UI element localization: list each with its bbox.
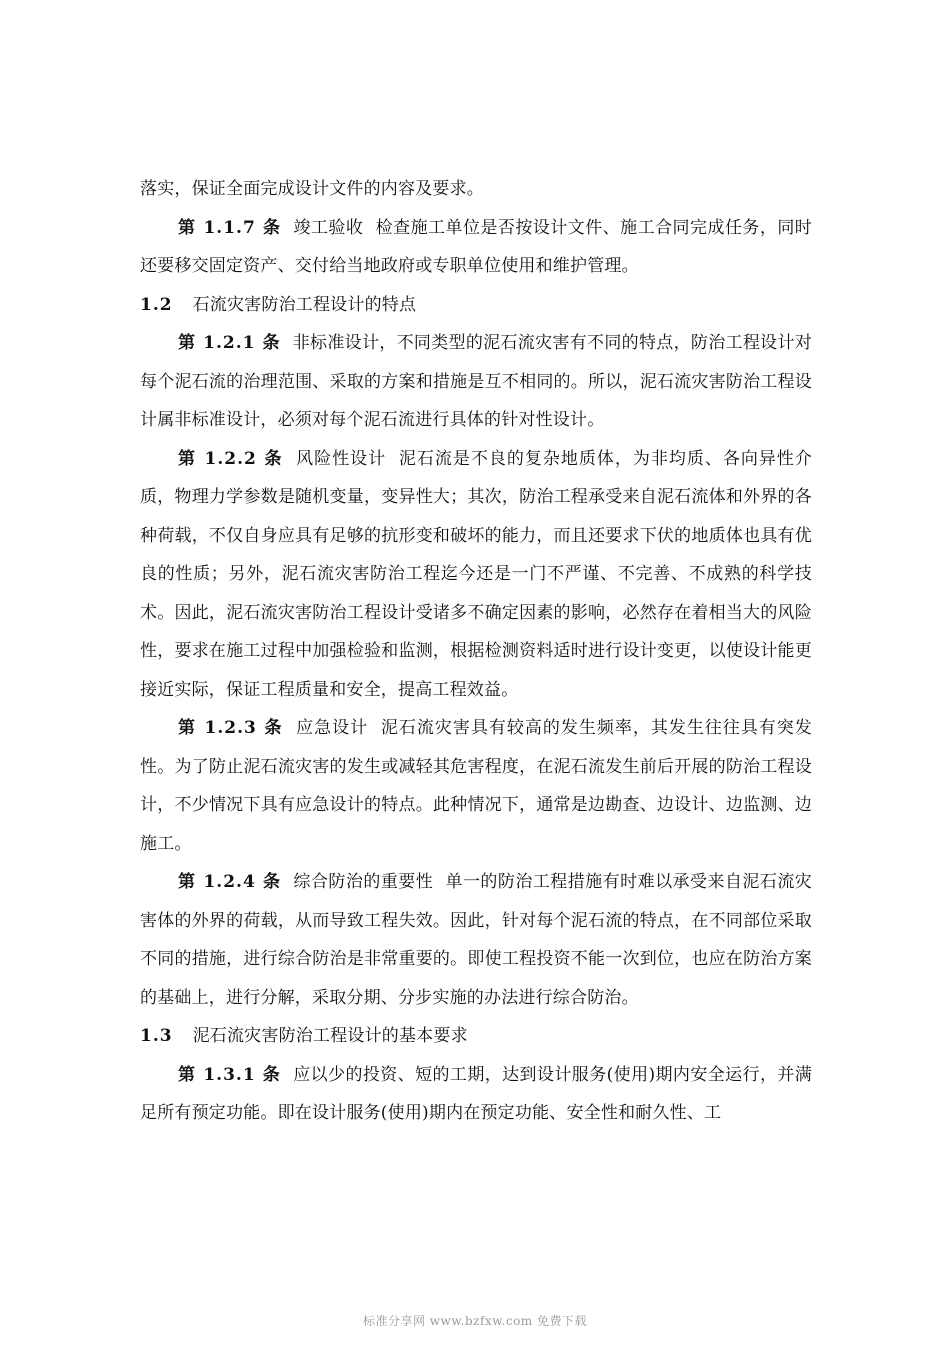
continuation-paragraph <box>140 170 812 209</box>
clause-text: 不同类型的泥石流灾害有不同的特点，防治工程设计对每个泥石流的治理范围、采取的方案和措施是互不相同的。所以，泥石流灾害防治工程设计属非标准设计，必须对每个泥石流进行具体的针对性设计。 <box>140 333 812 430</box>
section-title: 泥石流灾害防治工程设计的基本要求 <box>192 1026 468 1046</box>
document-body <box>140 170 812 1133</box>
clause-text: 单一的防治工程措施有时难以承受来自泥石流灾害体的外界的荷载，从而导致工程失效。因此，针对每个泥石流的特点，在不同部位采取不同的措施，进行综合防治是非常重要的。即使工程投资不能一次到位，也应在防治方案的基础上，进行分解，采取分期、分步实施的办法进行综合防治。 <box>140 872 813 1008</box>
clause-1-3-1 <box>140 1056 812 1133</box>
clause-text: 泥石流灾害具有较高的发生频率，其发生往往具有突发性。为了防止泥石流灾害的发生或减轻其危害程度，在泥石流发生前后开展的防治工程设计，不少情况下具有应急设计的特点。此种情况下，通常是边勘查、边设计、边监测、边施工。 <box>140 718 812 854</box>
clause-number: 第 1.1.7 条 <box>178 217 282 238</box>
clause-number: 第 1.2.2 条 <box>178 448 284 469</box>
clause-text: 泥石流是不良的复杂地质体，为非均质、各向异性介质，物理力学参数是随机变量，变异性大；其次，防治工程承受来自泥石流体和外界的各种荷载，不仅自身应具有足够的抗形变和破坏的能力，而且还要求下伏的地质体也具有优良的性质；另外，泥石流灾害防治工程迄今还是一门不严谨、不完善、不成熟的科学技术。因此，泥石流灾害防治工程设计受诸多不确定因素的影响，必然存在着相当大的风险性，要求在施工过程中加强检验和监测，根据检测资料适时进行设计变更，以使设计能更接近实际，保证工程质量和安全，提高工程效益。 <box>140 448 812 700</box>
section-heading-1-2 <box>140 286 812 325</box>
clause-number: 第 1.2.3 条 <box>178 718 284 738</box>
clause-title: 非标准设计， <box>292 333 397 353</box>
clause-1-2-2 <box>140 440 812 710</box>
paragraph-text: 落实，保证全面完成设计文件的内容及要求。 <box>140 179 484 199</box>
clause-number: 第 1.2.1 条 <box>178 333 281 353</box>
clause-1-2-1 <box>140 324 812 440</box>
clause-number: 第 1.3.1 条 <box>178 1064 282 1085</box>
clause-title: 应急设计 <box>295 718 369 738</box>
section-number: 1.2 <box>140 294 173 315</box>
footer-watermark: 标准分享网 www.bzfxw.com 免费下载 <box>362 1314 588 1328</box>
clause-title: 风险性设计 <box>295 448 387 469</box>
clause-1-2-3 <box>140 709 812 863</box>
clause-title: 综合防治的重要性 <box>293 872 434 892</box>
clause-text: 检查施工单位是否按设计文件、施工合同完成任务，同时还要移交固定资产、交付给当地政府或专职单位使用和维护管理。 <box>140 217 813 276</box>
section-number: 1.3 <box>140 1026 173 1046</box>
clause-number: 第 1.2.4 条 <box>178 872 282 892</box>
section-title: 石流灾害防治工程设计的特点 <box>192 294 417 315</box>
clause-1-2-4 <box>140 863 812 1017</box>
clause-1-1-7 <box>140 209 812 286</box>
clause-title: 竣工验收 <box>293 217 364 238</box>
section-heading-1-3 <box>140 1017 812 1056</box>
clause-text: 应以少的投资、短的工期，达到设计服务(使用)期内安全运行，并满足所有预定功能。即在设计服务(使用)期内在预定功能、安全性和耐久性、工 <box>140 1064 812 1123</box>
